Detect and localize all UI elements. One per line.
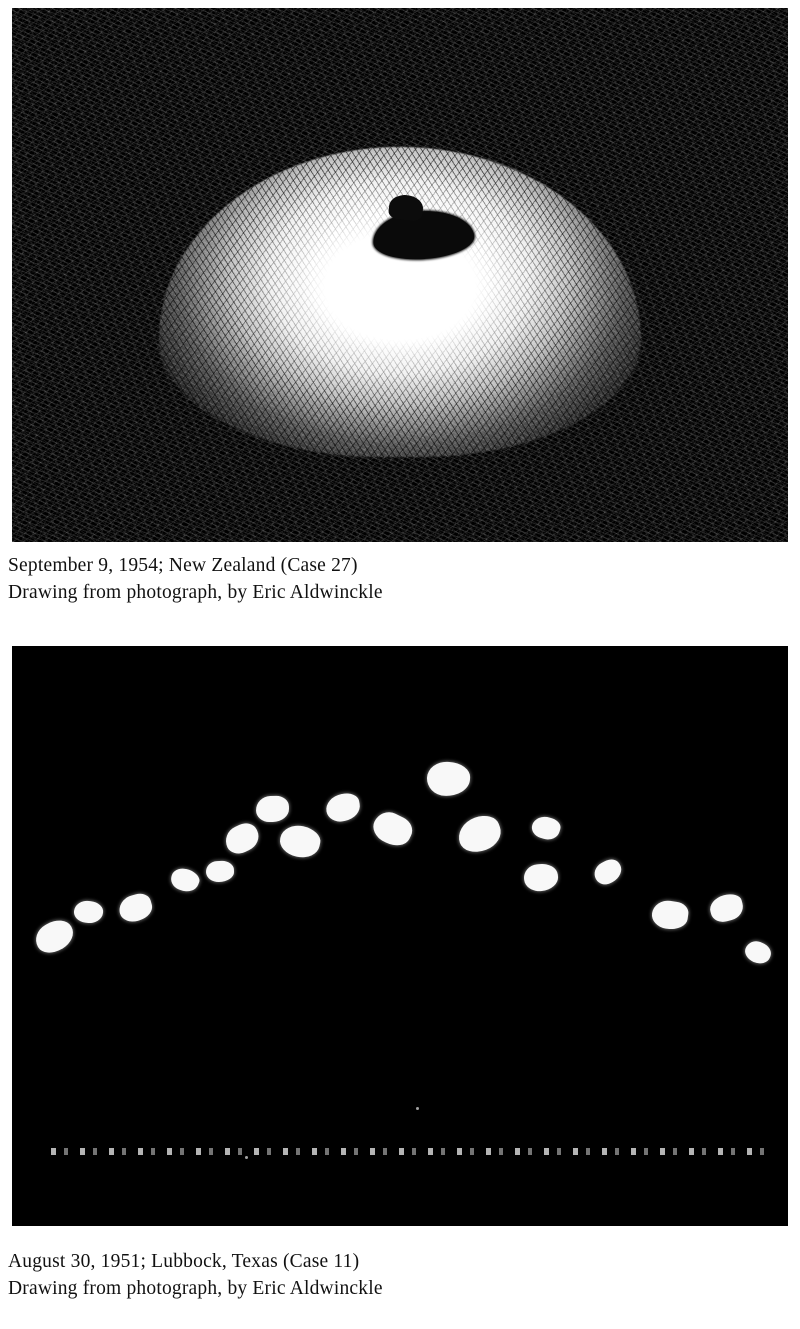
figure-2-caption-line-1: August 30, 1951; Lubbock, Texas (Case 11) bbox=[8, 1251, 360, 1272]
light-blob bbox=[206, 860, 235, 882]
figure-1-caption-line-2: Drawing from photograph, by Eric Aldwinckle bbox=[8, 582, 383, 603]
figure-1-caption bbox=[8, 552, 383, 606]
figure-2-image bbox=[12, 646, 788, 1226]
horizon-light-line bbox=[51, 1148, 773, 1155]
stray-speck bbox=[416, 1107, 419, 1110]
figure-lubbock-lights bbox=[12, 646, 788, 1226]
figure-1-image bbox=[12, 8, 788, 542]
night-sky-background bbox=[12, 646, 788, 1226]
figure-2-caption-line-2: Drawing from photograph, by Eric Aldwinckle bbox=[8, 1278, 383, 1299]
figure-1-caption-line-1: September 9, 1954; New Zealand (Case 27) bbox=[8, 555, 358, 576]
figure-domed-object bbox=[12, 8, 788, 542]
figure-2-caption bbox=[8, 1248, 383, 1302]
light-blob bbox=[256, 795, 289, 821]
